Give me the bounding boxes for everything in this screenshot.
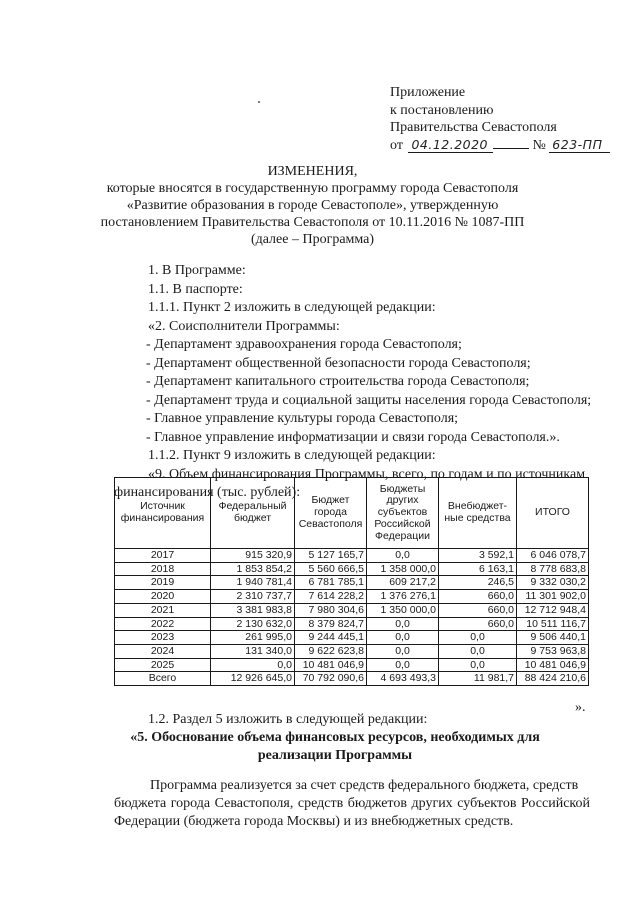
cell-total: 8 778 683,8 — [517, 562, 589, 576]
date-prefix: от — [390, 137, 403, 153]
cell-year: 2025 — [115, 658, 211, 672]
title-line-2: «Развитие образования в городе Севастополе», утвержденную — [126, 198, 499, 213]
cell-federal: 261 995,0 — [211, 631, 295, 645]
document-title — [40, 163, 585, 248]
cell-federal: 2 130 632,0 — [211, 617, 295, 631]
cell-other-regions: 0,0 — [367, 617, 439, 631]
table-row — [115, 562, 589, 576]
co-executor-4: - Департамент труда и социальной защиты населения города Севастополя; — [146, 392, 592, 408]
cell-other-regions: 1 350 000,0 — [367, 603, 439, 617]
cell-total: 10 481 046,9 — [517, 658, 589, 672]
table-row — [115, 576, 589, 590]
cell-total: 6 046 078,7 — [517, 549, 589, 563]
attachment-line-2: к постановлению — [390, 102, 494, 118]
body-p6: «9. Объем финансирования Программы, всего, по годам и по источникам — [148, 466, 586, 482]
cell-other-regions: 1 376 276,1 — [367, 590, 439, 604]
cell-federal: 0,0 — [211, 658, 295, 672]
body-p7: финансирования (тыс. рублей): — [114, 485, 301, 500]
table-row — [115, 644, 589, 658]
cell-year: 2017 — [115, 549, 211, 563]
cell-total: 88 424 210,6 — [517, 672, 589, 686]
table-total-row — [115, 672, 589, 686]
table-row — [115, 631, 589, 645]
closing-quote: ». — [575, 700, 586, 715]
header-federal: Федеральный бюджет — [211, 478, 295, 549]
table-row — [115, 658, 589, 672]
attachment-block — [390, 84, 610, 154]
cell-extrabudgetary: 660,0 — [439, 617, 517, 631]
cell-federal: 2 310 737,7 — [211, 590, 295, 604]
co-executor-1: - Департамент здравоохранения города Севастополя; — [146, 337, 462, 352]
cell-other-regions: 0,0 — [367, 631, 439, 645]
cell-city: 9 244 445,1 — [295, 631, 367, 645]
cell-total: 9 753 963,8 — [517, 644, 589, 658]
co-executor-6: - Главное управление информатизации и связи города Севастополя.». — [146, 429, 560, 445]
cell-extrabudgetary: 11 981,7 — [439, 672, 517, 686]
title-line-1: которые вносятся в государственную программу города Севастополя — [106, 181, 519, 196]
cell-extrabudgetary: 246,5 — [439, 576, 517, 590]
co-executor-5: - Главное управление культуры города Севастополя; — [146, 411, 459, 426]
cell-extrabudgetary: 660,0 — [439, 603, 517, 617]
body-p2: 1.1. В паспорте: — [148, 281, 243, 297]
cell-year: 2021 — [115, 603, 211, 617]
cell-extrabudgetary: 660,0 — [439, 590, 517, 604]
cell-other-regions: 0,0 — [367, 658, 439, 672]
title-line-4: (далее – Программа) — [250, 232, 375, 247]
cell-city: 8 379 824,7 — [295, 617, 367, 631]
cell-federal: 131 340,0 — [211, 644, 295, 658]
cell-year: 2018 — [115, 562, 211, 576]
attachment-line-1: Приложение — [390, 85, 466, 100]
document-body — [40, 262, 595, 503]
cell-other-regions: 609 217,2 — [367, 576, 439, 590]
cell-extrabudgetary: 6 163,1 — [439, 562, 517, 576]
scan-speck — [258, 101, 260, 103]
cell-other-regions: 0,0 — [367, 644, 439, 658]
cell-other-regions: 4 693 493,3 — [367, 672, 439, 686]
section-5-heading-line-2: реализации Программы — [257, 748, 413, 763]
cell-city: 7 614 228,2 — [295, 590, 367, 604]
cell-city: 5 560 666,5 — [295, 562, 367, 576]
cell-year: 2023 — [115, 631, 211, 645]
cell-extrabudgetary: 3 592,1 — [439, 549, 517, 563]
header-other-regions: Бюджеты других субъектов Российской Федерации — [367, 478, 439, 549]
cell-extrabudgetary: 0,0 — [439, 631, 517, 645]
cell-total: 9 506 440,1 — [517, 631, 589, 645]
cell-year: 2020 — [115, 590, 211, 604]
title-line-3: постановлением Правительства Севастополя от 10.11.2016 № 1087-ПП — [100, 215, 525, 230]
handwritten-number: 623-ПП — [549, 138, 610, 153]
section-5-heading — [100, 729, 570, 765]
attachment-date-line — [390, 137, 610, 155]
cell-federal: 915 320,9 — [211, 549, 295, 563]
cell-federal: 1 853 854,2 — [211, 562, 295, 576]
table-header-row — [115, 478, 589, 549]
cell-city: 9 622 623,8 — [295, 644, 367, 658]
cell-total: 9 332 030,2 — [517, 576, 589, 590]
paragraph-first-line: Программа реализуется за счет средств федерального бюджета, средств — [150, 778, 579, 793]
header-total: ИТОГО — [517, 478, 589, 549]
cell-federal: 12 926 645,0 — [211, 672, 295, 686]
body-p3: 1.1.1. Пункт 2 изложить в следующей редакции: — [148, 300, 436, 315]
cell-city: 5 127 165,7 — [295, 549, 367, 563]
cell-extrabudgetary: 0,0 — [439, 644, 517, 658]
body-p1: 1. В Программе: — [148, 263, 246, 278]
table-row — [115, 549, 589, 563]
cell-total: 11 301 902,0 — [517, 590, 589, 604]
cell-city: 7 980 304,6 — [295, 603, 367, 617]
header-source: Источник финансирования — [115, 478, 211, 549]
cell-other-regions: 1 358 000,0 — [367, 562, 439, 576]
co-executor-2: - Департамент общественной безопасности города Севастополя; — [146, 355, 531, 371]
date-underline — [493, 148, 529, 149]
cell-year: 2024 — [115, 644, 211, 658]
table-row — [115, 603, 589, 617]
cell-city: 6 781 785,1 — [295, 576, 367, 590]
cell-total: 10 511 116,7 — [517, 617, 589, 631]
cell-total-label: Всего — [115, 672, 211, 686]
cell-total: 12 712 948,4 — [517, 603, 589, 617]
cell-federal: 1 940 781,4 — [211, 576, 295, 590]
financing-table — [114, 477, 589, 686]
table-row — [115, 590, 589, 604]
section-5-heading-line-1: «5. Обоснование объема финансовых ресурсов, необходимых для — [130, 730, 540, 745]
handwritten-date: 04.12.2020 — [408, 138, 493, 153]
paragraph-rest: бюджета города Севастополя, средств бюджетов других субъектов Российской Федерации (бюджета города Москвы) и из внебюджетных средств. — [114, 796, 590, 829]
title-heading: ИЗМЕНЕНИЯ, — [267, 164, 358, 179]
co-executor-3: - Департамент капитального строительства города Севастополя; — [146, 374, 530, 389]
number-prefix: № — [532, 137, 546, 153]
cell-other-regions: 0,0 — [367, 549, 439, 563]
body-p5: 1.1.2. Пункт 9 изложить в следующей редакции: — [148, 448, 436, 463]
table-row — [115, 617, 589, 631]
section-1-2: 1.2. Раздел 5 изложить в следующей редакции: — [148, 712, 428, 727]
header-extrabudgetary: Внебюджет-ные средства — [439, 478, 517, 549]
cell-year: 2022 — [115, 617, 211, 631]
cell-city: 70 792 090,6 — [295, 672, 367, 686]
cell-extrabudgetary: 0,0 — [439, 658, 517, 672]
section-5-paragraph — [114, 777, 590, 831]
cell-federal: 3 381 983,8 — [211, 603, 295, 617]
attachment-line-3: Правительства Севастополя — [390, 120, 557, 135]
body-p4: «2. Соисполнители Программы: — [148, 318, 340, 334]
cell-city: 10 481 046,9 — [295, 658, 367, 672]
header-city: Бюджет города Севастополя — [295, 478, 367, 549]
cell-year: 2019 — [115, 576, 211, 590]
